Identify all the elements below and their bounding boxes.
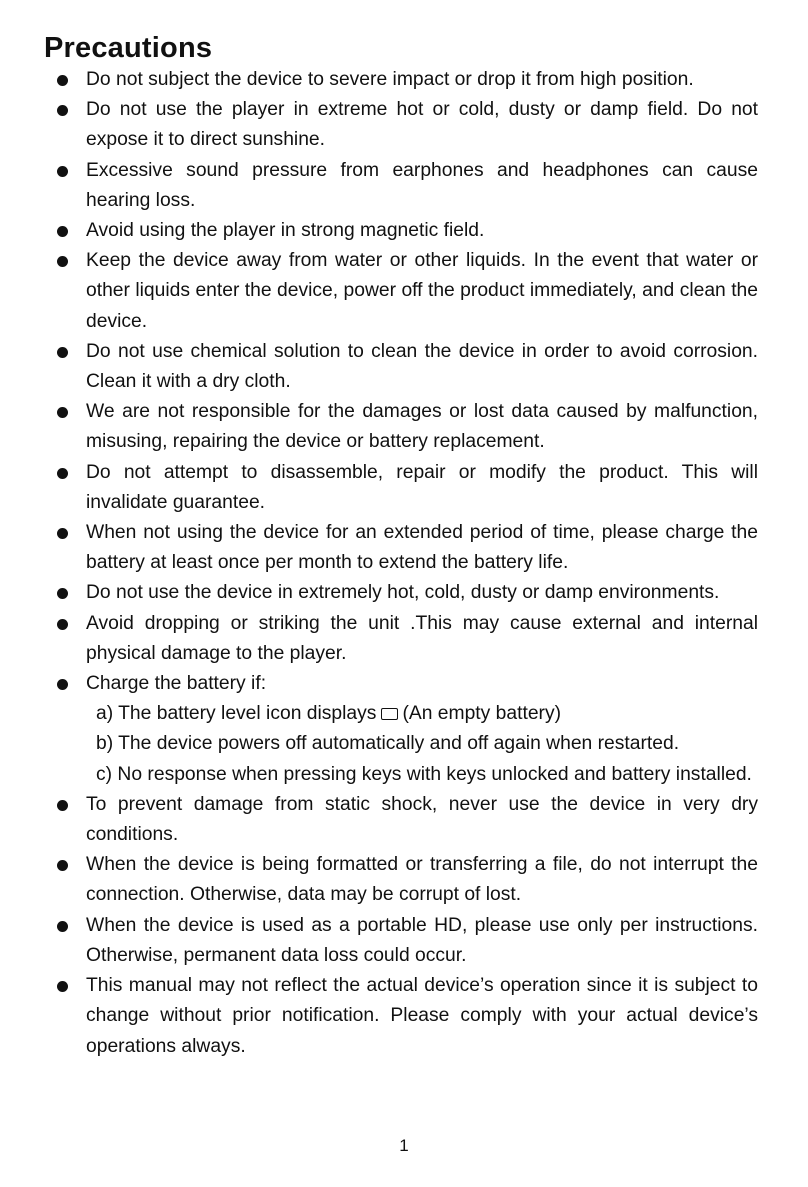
list-item-text: To prevent damage from static shock, never use the device in very dry conditions.	[86, 793, 758, 846]
charge-conditions-list	[86, 699, 758, 790]
list-item-text: Avoid dropping or striking the unit .This may cause external and internal physical damage to the player.	[86, 612, 758, 664]
bullet-icon	[57, 166, 68, 177]
list-item	[0, 971, 808, 1062]
bullet-icon	[57, 226, 68, 237]
bullet-icon	[57, 75, 68, 86]
sub-item-a-text: a) The battery level icon displays	[96, 703, 377, 725]
list-item-text: Do not subject the device to severe impact or drop it from high position.	[86, 69, 694, 90]
list-item-text: When the device is used as a portable HD, please use only per instructions. Otherwise, permanent data loss could occur.	[86, 914, 758, 966]
list-item	[0, 609, 808, 669]
bullet-icon	[57, 921, 68, 932]
sub-item-c-text: c) No response when pressing keys with keys unlocked and battery installed.	[96, 763, 752, 785]
list-item-text: Do not attempt to disassemble, repair or modify the product. This will invalidate guarantee.	[86, 461, 758, 513]
list-item-text: When not using the device for an extended period of time, please charge the battery at least once per month to extend the battery life.	[86, 522, 758, 574]
list-item	[0, 95, 808, 155]
bullet-icon	[57, 679, 68, 690]
list-item-charge	[0, 669, 808, 790]
list-item	[0, 850, 808, 910]
list-item-text: Keep the device away from water or other liquids. In the event that water or other liquids enter the device, power off the product immediately, and clean the device.	[86, 250, 758, 332]
bullet-icon	[57, 347, 68, 358]
list-item	[0, 337, 808, 397]
list-item-text: This manual may not reflect the actual device’s operation since it is subject to change without prior notification. Please comply with your actual device’s operations always.	[86, 975, 758, 1057]
list-item-text: We are not responsible for the damages or lost data caused by malfunction, misusing, repairing the device or battery replacement.	[86, 401, 758, 453]
list-item	[0, 216, 808, 246]
sub-item-b-text: b) The device powers off automatically and off again when restarted.	[96, 733, 680, 755]
bullet-icon	[57, 860, 68, 871]
list-item	[0, 458, 808, 518]
list-item-text: Excessive sound pressure from earphones and headphones can cause hearing loss.	[86, 159, 758, 211]
bullet-icon	[57, 981, 68, 992]
bullet-icon	[57, 619, 68, 630]
list-item-text: When the device is being formatted or transferring a file, do not interrupt the connection. Otherwise, data may be corrupt of lost.	[86, 854, 758, 906]
list-item	[0, 578, 808, 608]
bullet-icon	[57, 528, 68, 539]
bullet-icon	[57, 105, 68, 116]
bullet-icon	[57, 588, 68, 599]
charge-label: Charge the battery if:	[86, 673, 267, 695]
list-item-text: Do not use chemical solution to clean the device in order to avoid corrosion. Clean it with a dry cloth.	[86, 340, 758, 393]
page-title: Precautions	[44, 32, 213, 64]
sub-item-a	[86, 699, 758, 729]
bullet-icon	[57, 407, 68, 418]
bullet-icon	[57, 468, 68, 479]
sub-item-a-note: (An empty battery)	[402, 703, 562, 725]
list-item-text: Avoid using the player in strong magnetic field.	[86, 220, 485, 242]
list-item	[0, 397, 808, 457]
bullet-icon	[57, 800, 68, 811]
sub-item-c	[86, 760, 758, 790]
page-number: 1	[399, 1136, 409, 1155]
precautions-list	[0, 65, 808, 1062]
list-item	[0, 911, 808, 971]
list-item-text: Do not use the player in extreme hot or cold, dusty or damp field. Do not expose it to direct sunshine.	[86, 99, 758, 151]
sub-item-b	[86, 729, 758, 759]
list-item	[0, 246, 808, 337]
list-item	[0, 518, 808, 578]
list-item	[0, 65, 808, 95]
bullet-icon	[57, 256, 68, 267]
empty-battery-icon	[381, 708, 398, 720]
list-item	[0, 156, 808, 216]
list-item-text: Do not use the device in extremely hot, cold, dusty or damp environments.	[86, 582, 720, 604]
list-item	[0, 790, 808, 850]
